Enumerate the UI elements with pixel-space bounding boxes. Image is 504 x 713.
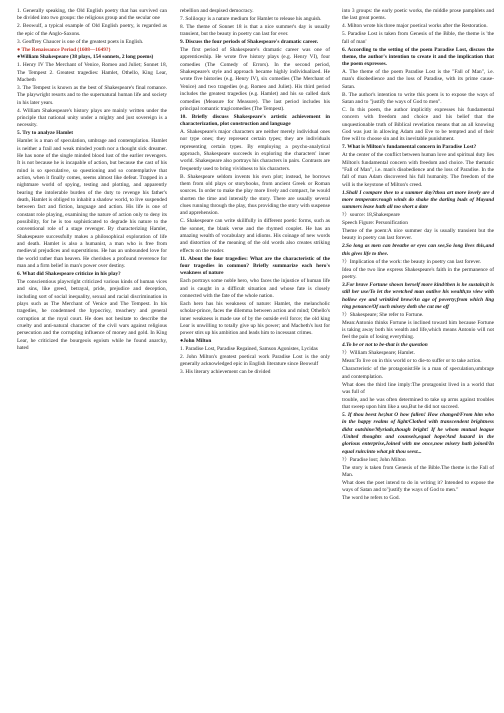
paragraph: 5. Try to analyze Hamlet — [17, 130, 74, 137]
paragraph: The word he refers to God. — [342, 495, 400, 502]
paragraph: 6. According to the setting of the poem Paradise Lost, discuss the theme, the author's intention to create it and the implication that the poem expresses. — [342, 46, 494, 68]
text-column-left — [17, 8, 167, 353]
paragraph: Mean:Antonio thinks Fortune is inclined toward him because Fortune is taking away both his wealth and life,which means Antonio will not feel the pain of losing everything. — [342, 319, 494, 341]
paragraph: 3. The Tempest is known as the best of Shakespeare's final romance. The playwright resorts and to the supernatural human life and society in his later years. — [17, 85, 167, 106]
paragraph: 3. His literary achievement can be divided — [180, 369, 271, 376]
paragraph: At the center of the conflict between human love and spiritual duty lies Milton's fundamental concern with freedom and choice. The thematic "Fall of Man", i.e. man's disobedience and the loss of Paradise. In the fall of man Adam discovered his full humanity. The freedom of the will is the keystone of Milton's creed. — [342, 152, 494, 188]
paragraph: 3. Geoffrey Chaucer is one of the greatest poets in English. — [17, 38, 144, 45]
paragraph: ?）Implication of the work: the beauty in poetry can last forever. — [342, 258, 482, 265]
paragraph: Idea of the two line express Shakespeare's faith in the permanence of poetry. — [342, 266, 494, 280]
paragraph: 1. Paradise Lost, Paradise Regained, Samson Agonistes, Lycidas — [180, 346, 318, 353]
paragraph: ?）source: 18,Shakespeare — [342, 212, 400, 219]
paragraph: What does the third line imply:The protagonist lived in a world that was full of — [342, 381, 494, 395]
text-column-middle — [180, 8, 330, 377]
paragraph: 2. Beowulf, a typical example of Old English poetry, is regarded as the epic of the Anglo-Saxons. — [17, 23, 167, 37]
paragraph: C. In this poem, the author implicitly expresses his fundamental concern with freedom and choice and his belief that the unquestionable truth of Biblical revelation means that an all knowing God was just in allowing Adam and Eve to be tempted and of their free will to choose sin and its inevitable punishment. — [342, 107, 494, 143]
paragraph: 2.So long as men can breathe or eyes can see,So long lives this,and this gives life to thee. — [342, 243, 494, 257]
paragraph: C. Shakespeare can write skillfully in different poetic forms, such as the sonnet, the blank verse and the rhymed couplet. He has an amazing wealth of vocabulary and idioms. His coinage of new words and distortion of the meaning of the old words also creates striking effects on the reader. — [180, 218, 330, 254]
paragraph: ●John Milton — [180, 338, 212, 345]
paragraph: Mean:To live on in this world or to die-to suffer or to take action. — [342, 358, 482, 365]
paragraph: 11. About the four tragedies: What are the characteristic of the four tragedies in common? Briefly summarize each hero's weakness of nature — [180, 255, 330, 277]
paragraph: The story is taken from Genesis of the Bible.The theme is the Fall of Man. — [342, 464, 494, 478]
paragraph: ● The Renaissance Period (1608—1649?) — [17, 46, 111, 53]
paragraph: What does the poet intend to do in writing it? Intended to expose the ways of Satan and to"justify the ways of God to men." — [342, 479, 494, 494]
paragraph: ?）Shakespeare; She refer to Fortune. — [342, 311, 424, 318]
paragraph: ?）William Shakespeare; Hamlet. — [342, 350, 415, 357]
paragraph: Hamlet is a man of speculation, umbrage and contemplation. Hamlet is neither a frail and weak minded youth nor a thought sick dreamer. He has none of the single minded blood lust of the earlier revengers. It is not because he is incapable of action, but because the cast of his mind is so speculative, so questioning and so contemplative that action, when it finally comes, seems almost like defeat. Trapped in a nightmare world of spying, testing and plotting, and apparently bearing the intolerable burden of the duty to revenge his father's death, Hamlet is obliged to inhabit a shadow world, to live suspended between fact and fiction, language and action. His life is one of constant role playing, examining the nature of action only to deny its possibility, for he is too sophisticated to degrade his nature to the conventional role of a stage revenger. By characterizing Hamlet, Shakespeare successfully makes a philosophical exploration of life and death. Hamlet is also a humanist, a man who is free from medieval prejudices and superstitions. He has an unbounded love for the world rather than heaven. He cherishes a profound reverence for man and a firm belief in man's power over destiny. — [17, 138, 167, 270]
paragraph: Speech Figure: Personification — [342, 220, 408, 227]
paragraph: 7. Soliloquy is a nature medium for Hamlet to release his anguish. — [180, 15, 322, 22]
paragraph: 1.Shall I compare thee to a summer day?thou art more lovely are d more temperate:rough winds do shake the darling buds of Mayand summers lease hath all too short a date — [342, 189, 494, 211]
paragraph: The conscientious playwright criticized various kinds of human vices and sins, like greed, betrayal, pride, prejudice and deception, including sort of social inequality, sexual and racial discrimination in plays such as The Merchant of Venice and The Tempest. In his tragedies, he condemned the hypocrisy, treachery and general corruption at the royal court. He does not hesitate to describe the cruelty and anti-natural character of the civil wars against religious persecution and the corrupting influence of money and gold. In King Lear, he criticized the bourgeois egoism while he found anarchy, hated — [17, 278, 167, 351]
paragraph: Theme of the poem:A nice summer day is usually transient but the beauty in poetry can last forever. — [342, 228, 494, 242]
paragraph: Each portrays some noble hero, who faces the injustice of human life and is caught in a difficult situation and whose fate is closely connected with the fate of the whole nation. — [180, 278, 330, 299]
paragraph: trouble, and he was often determined to take up arms against troubles that sweep upon him like a sea,But he did not succeed. — [342, 396, 494, 411]
paragraph: 3.For brave Fortune shown herself more kind/then is he sustain;it is still her use/To let the wretched man outlive his wealth;to view with hollow eye and wrinkled brow/An age of poverty;from which ling ring penance/Of such misery doth she cut me off — [342, 281, 494, 310]
paragraph: 2. John Milton's greatest poetical work Paradise Lost is the only generally acknowledged epic in English literature since Beowulf — [180, 354, 330, 368]
paragraph: 1. Generally speaking, the Old English poetry that has survived can be divided into two groups: the religious group and the secular one — [17, 8, 167, 22]
paragraph: 8. The theme of Sonnet 18 is that a nice summer's day is usually transient, but the beauty in poetry can last for ever. — [180, 23, 330, 38]
paragraph: 10. Briefly discuss Shakespeare's artistic achievement in characterization, plot construction and language — [180, 113, 330, 128]
paragraph: A. Shakespeare's major characters are neither merely individual ones nor type ones; they represent certain types; they are individuals representing certain types. By employing a psycho-analytical approach, Shakespeare succeeds in exploring the characters' inner world. Shakespeare also portrays his characters in pairs. Contrasts are frequently used to bring vividness to his characters. — [180, 129, 330, 172]
paragraph: ?）Paradise lost; John Milton — [342, 456, 406, 463]
paragraph: rebellion and despised democracy. — [180, 8, 254, 14]
paragraph: 4. Milton wrote his three major poetical works after the Restoration. — [342, 23, 488, 30]
paragraph: 4.To be or not to be-that is the question — [342, 342, 428, 349]
paragraph: 5. If thou beest he;but O how fallen! How changed/From him who in the happy realms of light/Clothed with transcendent brightness didst outshine/Myriads,though bright! If he whom mutual league /United thoughts and counsels,equal hope/And hazard in the glorious enterprise,Joined with me once,now misery hath joined/In equal ruin:into what pit thou seest... — [342, 412, 494, 455]
paragraph: 1. Henry IV The Merchant of Venice, Romeo and Juliet; Sonnet 18, The Tempest 2. Greatest tragedies: Hamlet, Othello, King Lear, Macbeth — [17, 62, 167, 84]
paragraph: B. Shakespeare seldom invents his own plot; instead, he borrows them from old plays or storybooks, from ancient Greek or Roman sources. In order to make the play more lively and compact, he would shorten the time and intensify the story. There are usually several clues running through the play, thus providing the story with suspense and apprehension. — [180, 173, 330, 217]
paragraph: Each hero has his weakness of nature: Hamlet, the melancholic scholar-prince, faces the dilemma between action and mind; Othello's inner weakness is made use of by the outside evil force; the old king Lear is unwilling to totally give up his power; and Macbeth's lust for power stirs up his ambition and leads him to incessant crimes. — [180, 300, 330, 337]
paragraph: B. The author's intention to write this poem is to expose the ways of Satan and to "justify the ways of God to men". — [342, 91, 494, 106]
paragraph: 4. William Shakespeare's history plays are mainly written under the principle that national unity under a mighty and just sovereign is a necessity. — [17, 107, 167, 129]
paragraph: into 3 groups: the early poetic works, the middle prose pamphlets and the last great poems. — [342, 8, 494, 22]
paragraph: 5. Paradise Lost is taken from Genesis of the Bible, the theme is 'the fall of man' — [342, 31, 494, 45]
paragraph: 6. What did Shakespeare criticize in his play? — [17, 270, 121, 277]
paragraph: ●William Shakespeare (38 plays, 154 sonnets, 2 long poems) — [17, 54, 154, 61]
paragraph: The first period of Shakespeare's dramatic career was one of apprenticeship. He wrote five history plays (e.g. Henry VI), four comedies (The Comedy of Errors). In the second period, Shakespeare's style and approach became highly individualized. He wrote five histories (e.g. Henry IV), six comedies (The Merchant of Venice) and two tragedies (e.g. Romeo and Juliet). His third period includes the greatest tragedies (e.g. Hamlet) and his so called dark comedies (Measure for Measure). The last period includes his principal romantic tragicomedies (The Tempest). — [180, 47, 330, 112]
paragraph: 7. What is Milton's fundamental concern in Paradise Lost? — [342, 144, 477, 151]
paragraph: A. The theme of the poem Paradise Lost is the "Fall of Man", i.e. man's disobedience and the loss of Paradise, with its prime cause-Satan. — [342, 69, 494, 90]
paragraph: Characteristic of the protagonist:He is a man of speculation,umbrage and contemplation. — [342, 366, 494, 380]
paragraph: 9. Discuss the four periods of Shakespeare's dramatic career. — [180, 39, 319, 46]
text-column-right — [342, 8, 494, 503]
